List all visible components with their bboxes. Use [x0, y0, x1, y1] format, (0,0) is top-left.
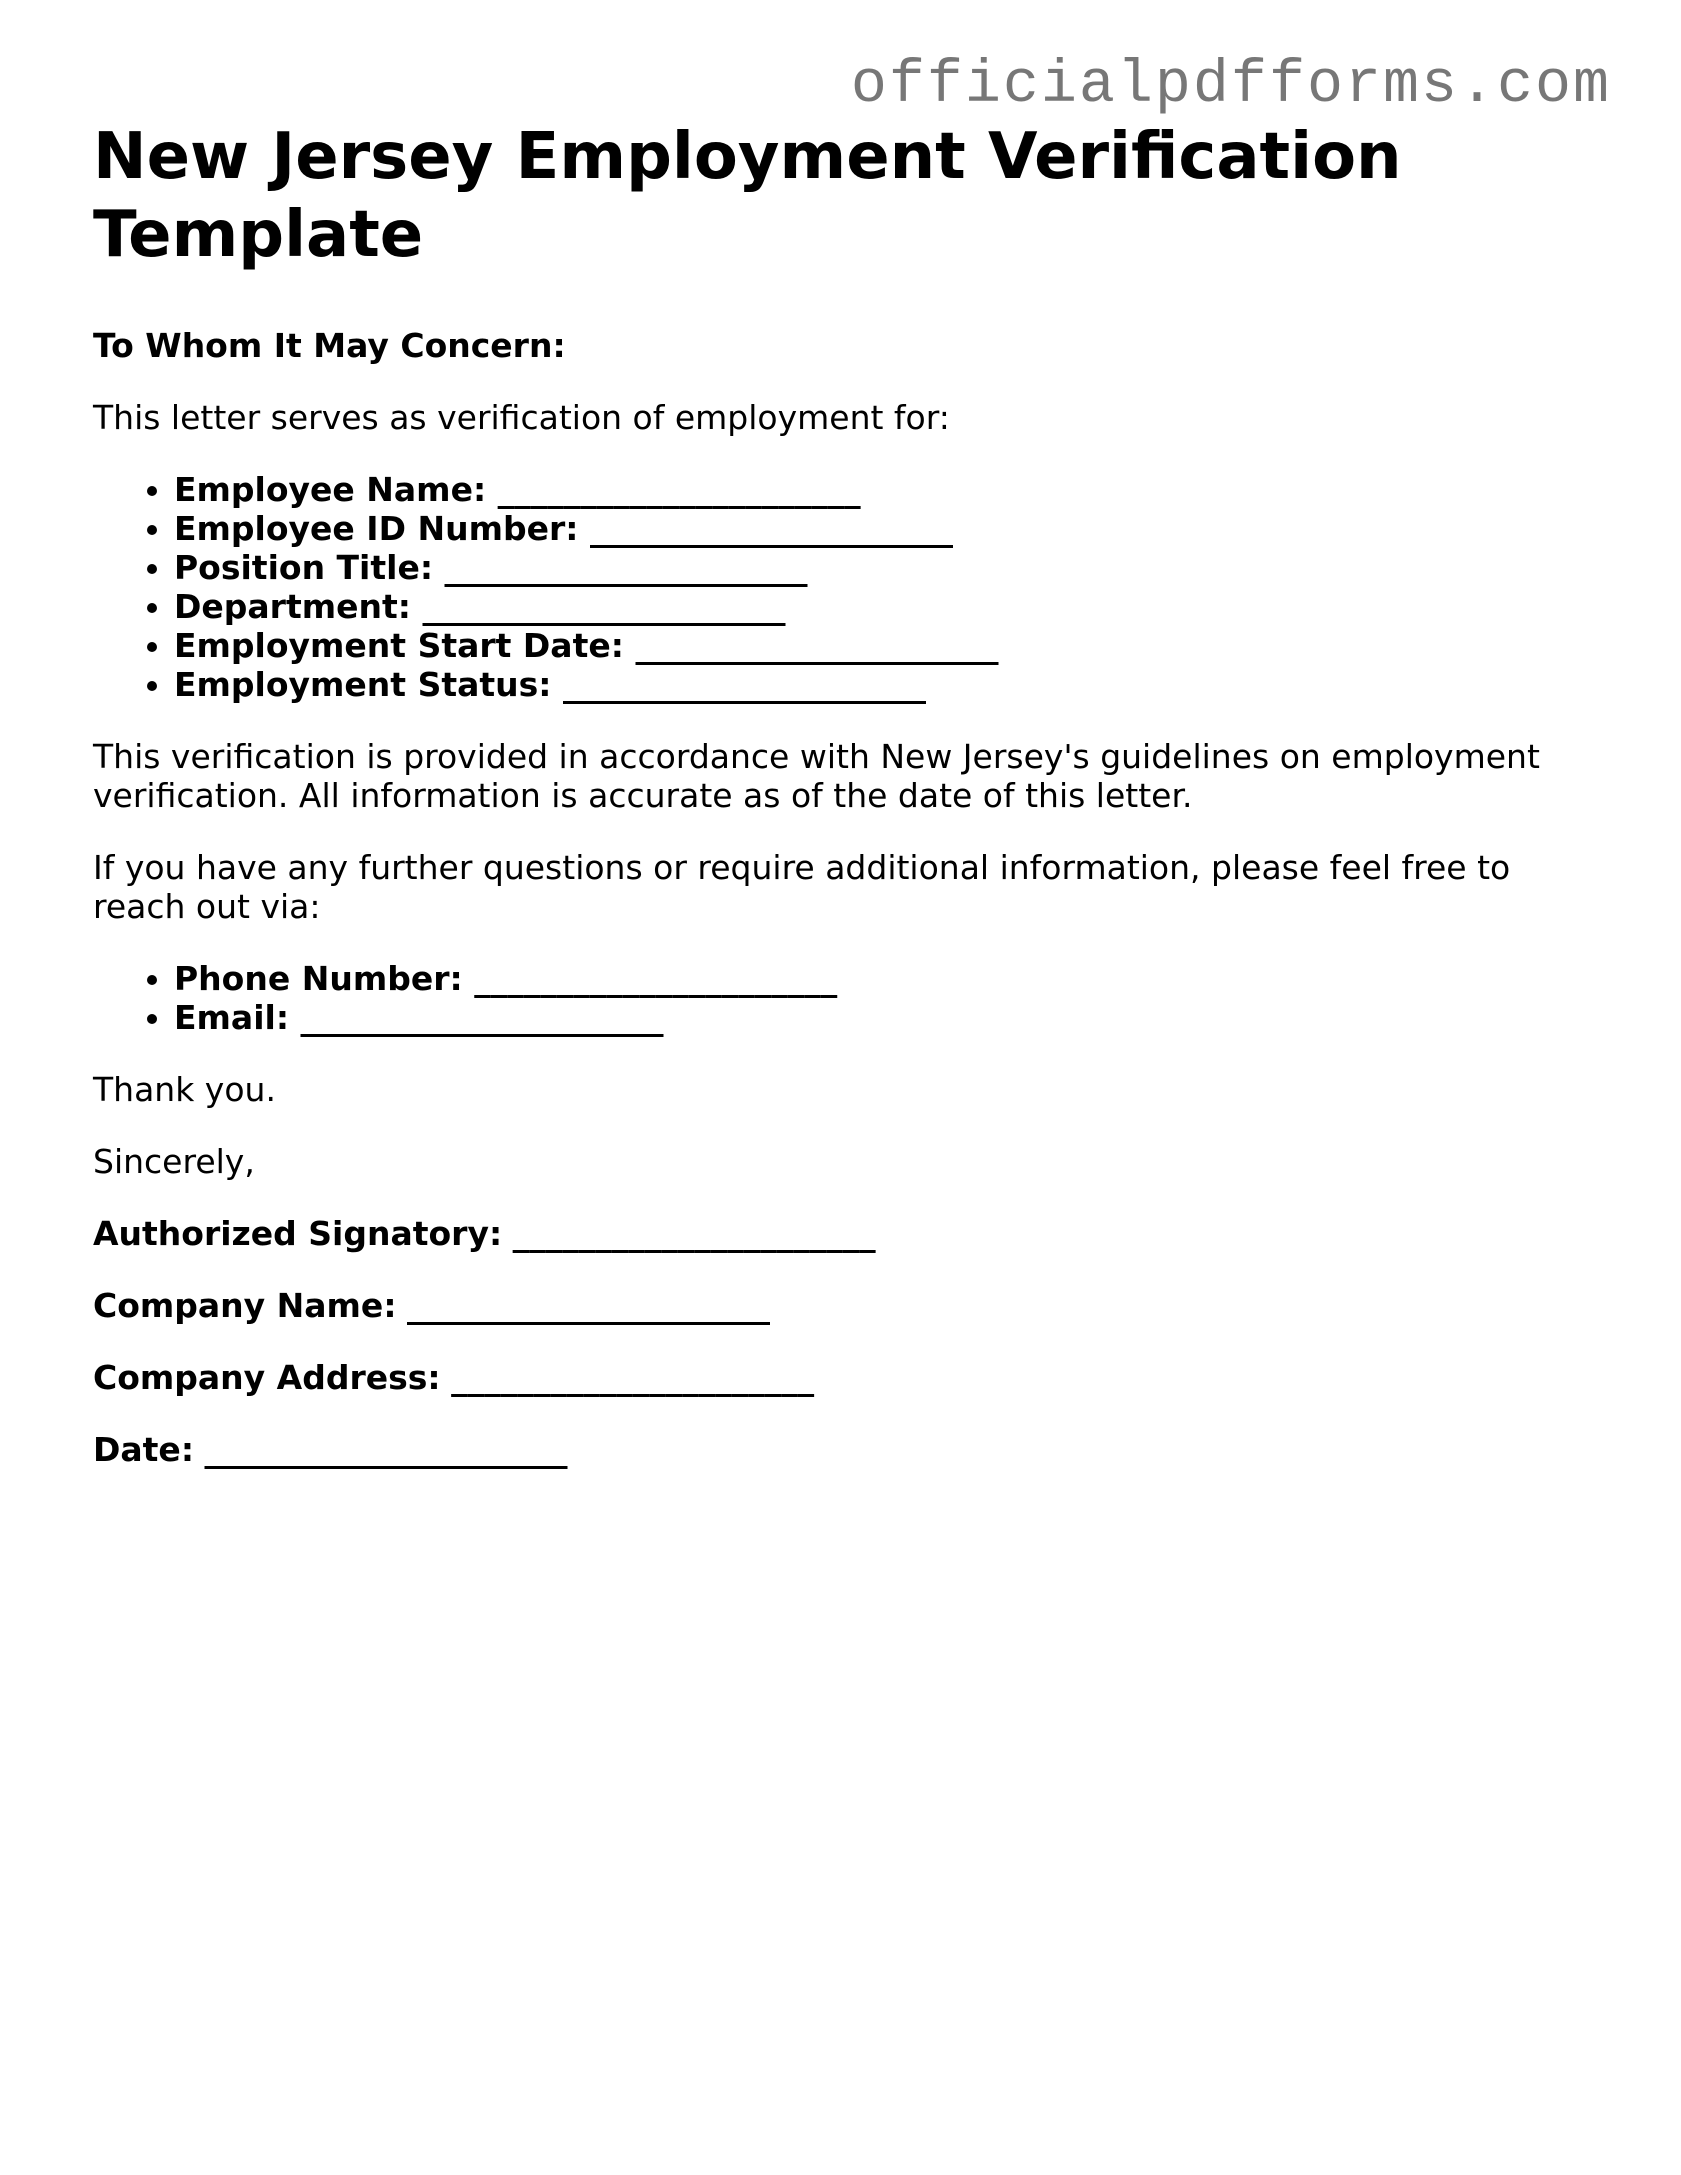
position-title-blank[interactable]: ______________________: [444, 548, 808, 587]
start-date-blank[interactable]: ______________________: [635, 626, 999, 665]
department-blank[interactable]: ______________________: [422, 587, 786, 626]
authorized-signatory-blank[interactable]: ______________________: [512, 1214, 876, 1253]
date-blank[interactable]: ______________________: [204, 1430, 568, 1469]
field-label: Authorized Signatory:: [93, 1214, 503, 1253]
contact-fields-list: [93, 959, 1593, 1037]
email-item: [174, 998, 1593, 1037]
intro-paragraph: This letter serves as verification of employment for:: [93, 398, 950, 437]
page-title: New Jersey Employment Verification Template: [93, 120, 1402, 272]
field-label: Position Title:: [174, 548, 434, 587]
field-label: Employee Name:: [174, 470, 487, 509]
employment-status-item: [174, 665, 1593, 704]
date-line: [93, 1430, 1593, 1469]
contact-intro-paragraph: If you have any further questions or require additional information, please feel free to reach out via:: [93, 848, 1511, 926]
field-label: Department:: [174, 587, 411, 626]
employee-fields-list: [93, 470, 1593, 704]
authorized-signatory-line: [93, 1214, 1593, 1253]
company-name-blank[interactable]: ______________________: [407, 1286, 771, 1325]
company-name-line: [93, 1286, 1593, 1325]
field-label: Email:: [174, 998, 290, 1037]
salutation: To Whom It May Concern:: [93, 326, 566, 365]
employee-name-blank[interactable]: ______________________: [497, 470, 861, 509]
department-item: [174, 587, 1593, 626]
employee-name-item: [174, 470, 1593, 509]
field-label: Company Address:: [93, 1358, 441, 1397]
start-date-item: [174, 626, 1593, 665]
position-title-item: [174, 548, 1593, 587]
company-address-line: [93, 1358, 1593, 1397]
closing-line: Sincerely,: [93, 1142, 255, 1181]
phone-number-blank[interactable]: ______________________: [474, 959, 838, 998]
phone-number-item: [174, 959, 1593, 998]
watermark: officialpdfforms.com: [850, 52, 1611, 120]
letter-body: [93, 118, 1593, 1502]
field-label: Date:: [93, 1430, 195, 1469]
field-label: Employment Start Date:: [174, 626, 624, 665]
email-blank[interactable]: ______________________: [300, 998, 664, 1037]
employee-id-item: [174, 509, 1593, 548]
accordance-paragraph: This verification is provided in accordance with New Jersey's guidelines on employment verification. All information is accurate as of the date of this letter.: [93, 737, 1540, 815]
employment-status-blank[interactable]: ______________________: [563, 665, 926, 704]
field-label: Employee ID Number:: [174, 509, 579, 548]
thanks-line: Thank you.: [93, 1070, 276, 1109]
employee-id-blank[interactable]: ______________________: [589, 509, 953, 548]
company-address-blank[interactable]: ______________________: [451, 1358, 815, 1397]
field-label: Phone Number:: [174, 959, 463, 998]
field-label: Employment Status:: [174, 665, 552, 704]
field-label: Company Name:: [93, 1286, 397, 1325]
